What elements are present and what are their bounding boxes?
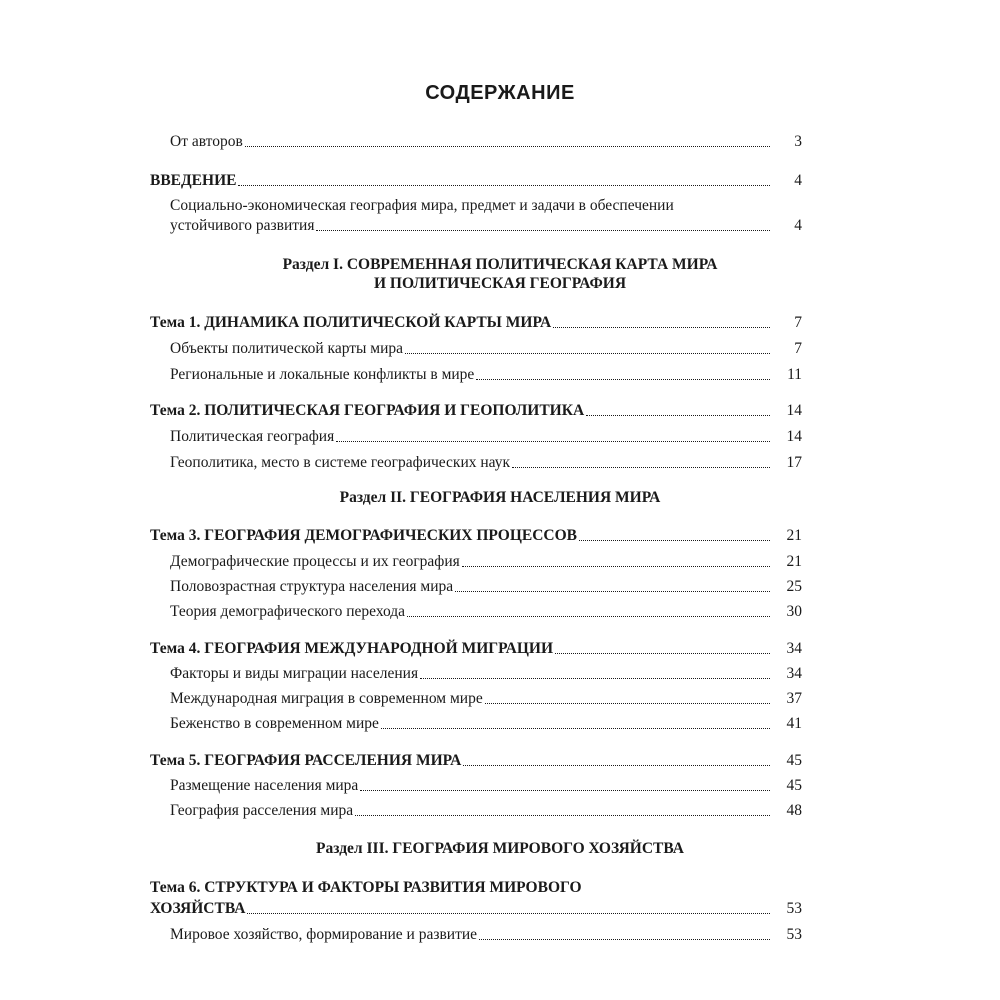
entry-label-line1: Тема 6. СТРУКТУРА И ФАКТОРЫ РАЗВИТИЯ МИРОВОГО — [150, 879, 582, 896]
leader-dots — [555, 653, 770, 654]
entry-label: Беженство в современном мире — [170, 715, 379, 732]
toc-entry[interactable] — [170, 713, 802, 735]
entry-label: Теория демографического перехода — [170, 603, 406, 620]
toc-entry[interactable] — [170, 663, 802, 685]
toc-entry[interactable] — [150, 170, 802, 192]
toc-entry[interactable] — [170, 601, 802, 623]
entry-page: 17 — [786, 454, 802, 471]
section-heading: Раздел I. СОВРЕМЕННАЯ ПОЛИТИЧЕСКАЯ КАРТА МИРА — [282, 256, 718, 273]
leader-dots — [462, 566, 770, 567]
leader-dots — [485, 703, 770, 704]
entry-page: 14 — [786, 402, 802, 419]
toc-entry[interactable] — [170, 688, 802, 710]
entry-page: 48 — [786, 802, 802, 819]
leader-dots — [405, 353, 770, 354]
entry-page: 4 — [794, 217, 802, 234]
toc-entry[interactable] — [150, 750, 802, 772]
toc-entry[interactable] — [170, 800, 802, 822]
toc-entry[interactable] — [150, 525, 802, 547]
entry-label: Демографические процессы и их география — [170, 553, 460, 570]
entry-label: Региональные и локальные конфликты в мире — [170, 366, 475, 383]
leader-dots — [247, 913, 770, 914]
entry-page: 7 — [794, 314, 802, 331]
toc-entry[interactable] — [150, 400, 802, 422]
section-heading: Раздел II. ГЕОГРАФИЯ НАСЕЛЕНИЯ МИРА — [339, 489, 661, 506]
entry-label: Половозрастная структура населения мира — [170, 578, 454, 595]
entry-label: ВВЕДЕНИЕ — [150, 172, 237, 189]
leader-dots — [479, 939, 770, 940]
entry-label: устойчивого развития — [170, 217, 315, 234]
entry-page: 37 — [786, 690, 802, 707]
entry-label: Международная миграция в современном мире — [170, 690, 483, 707]
leader-dots — [476, 379, 770, 380]
entry-label: Тема 2. ПОЛИТИЧЕСКАЯ ГЕОГРАФИЯ И ГЕОПОЛИТИКА — [150, 402, 585, 419]
entry-page: 45 — [786, 777, 802, 794]
toc-entry[interactable] — [170, 131, 802, 153]
leader-dots — [553, 327, 770, 328]
toc-entry[interactable] — [170, 551, 802, 573]
leader-dots — [245, 146, 770, 147]
entry-label: Геополитика, место в системе географических наук — [170, 454, 511, 471]
entry-label: Тема 3. ГЕОГРАФИЯ ДЕМОГРАФИЧЕСКИХ ПРОЦЕССОВ — [150, 527, 578, 544]
entry-label-line1: Социально-экономическая география мира, предмет и задачи в обеспечении — [170, 197, 674, 214]
entry-label: Мировое хозяйство, формирование и развитие — [170, 926, 478, 943]
leader-dots — [355, 815, 770, 816]
entry-label: Факторы и виды миграции населения — [170, 665, 419, 682]
toc-entry[interactable] — [170, 215, 802, 237]
entry-page: 53 — [786, 926, 802, 943]
entry-page: 25 — [786, 578, 802, 595]
leader-dots — [238, 185, 770, 186]
entry-page: 4 — [794, 172, 802, 189]
leader-dots — [407, 616, 770, 617]
entry-page: 53 — [786, 900, 802, 917]
entry-label: Политическая география — [170, 428, 335, 445]
entry-label: Тема 4. ГЕОГРАФИЯ МЕЖДУНАРОДНОЙ МИГРАЦИИ — [150, 640, 553, 657]
toc-entry[interactable] — [170, 775, 802, 797]
entry-page: 7 — [794, 340, 802, 357]
entry-label: Тема 5. ГЕОГРАФИЯ РАССЕЛЕНИЯ МИРА — [150, 752, 462, 769]
toc-entry[interactable] — [170, 426, 802, 448]
entry-page: 34 — [786, 665, 802, 682]
leader-dots — [336, 441, 770, 442]
toc-entry[interactable] — [170, 338, 802, 360]
entry-page: 21 — [786, 553, 802, 570]
entry-page: 21 — [786, 527, 802, 544]
entry-label: От авторов — [170, 133, 243, 150]
entry-label: Тема 1. ДИНАМИКА ПОЛИТИЧЕСКОЙ КАРТЫ МИРА — [150, 314, 552, 331]
entry-label: Объекты политической карты мира — [170, 340, 404, 357]
entry-page: 14 — [786, 428, 802, 445]
entry-label: География расселения мира — [170, 802, 354, 819]
section-heading: Раздел III. ГЕОГРАФИЯ МИРОВОГО ХОЗЯЙСТВА — [316, 840, 684, 857]
entry-page: 30 — [786, 603, 802, 620]
leader-dots — [586, 415, 770, 416]
entry-label: ХОЗЯЙСТВА — [150, 900, 246, 917]
toc-entry[interactable] — [150, 638, 802, 660]
leader-dots — [512, 467, 770, 468]
toc-entry[interactable] — [170, 364, 802, 386]
toc-entry[interactable] — [170, 576, 802, 598]
entry-page: 45 — [786, 752, 802, 769]
entry-page: 11 — [787, 366, 802, 383]
toc-entry[interactable] — [170, 452, 802, 474]
entry-page: 3 — [794, 133, 802, 150]
toc-entry[interactable] — [150, 898, 802, 920]
leader-dots — [360, 790, 770, 791]
entry-page: 34 — [786, 640, 802, 657]
leader-dots — [381, 728, 770, 729]
leader-dots — [579, 540, 770, 541]
entry-label: Размещение населения мира — [170, 777, 359, 794]
leader-dots — [316, 230, 770, 231]
section-heading-line2: И ПОЛИТИЧЕСКАЯ ГЕОГРАФИЯ — [373, 275, 627, 292]
leader-dots — [463, 765, 770, 766]
toc-entry[interactable] — [150, 312, 802, 334]
toc-entry[interactable] — [170, 924, 802, 946]
leader-dots — [420, 678, 770, 679]
leader-dots — [455, 591, 770, 592]
entry-page: 41 — [786, 715, 802, 732]
page-title: СОДЕРЖАНИЕ — [425, 82, 575, 104]
